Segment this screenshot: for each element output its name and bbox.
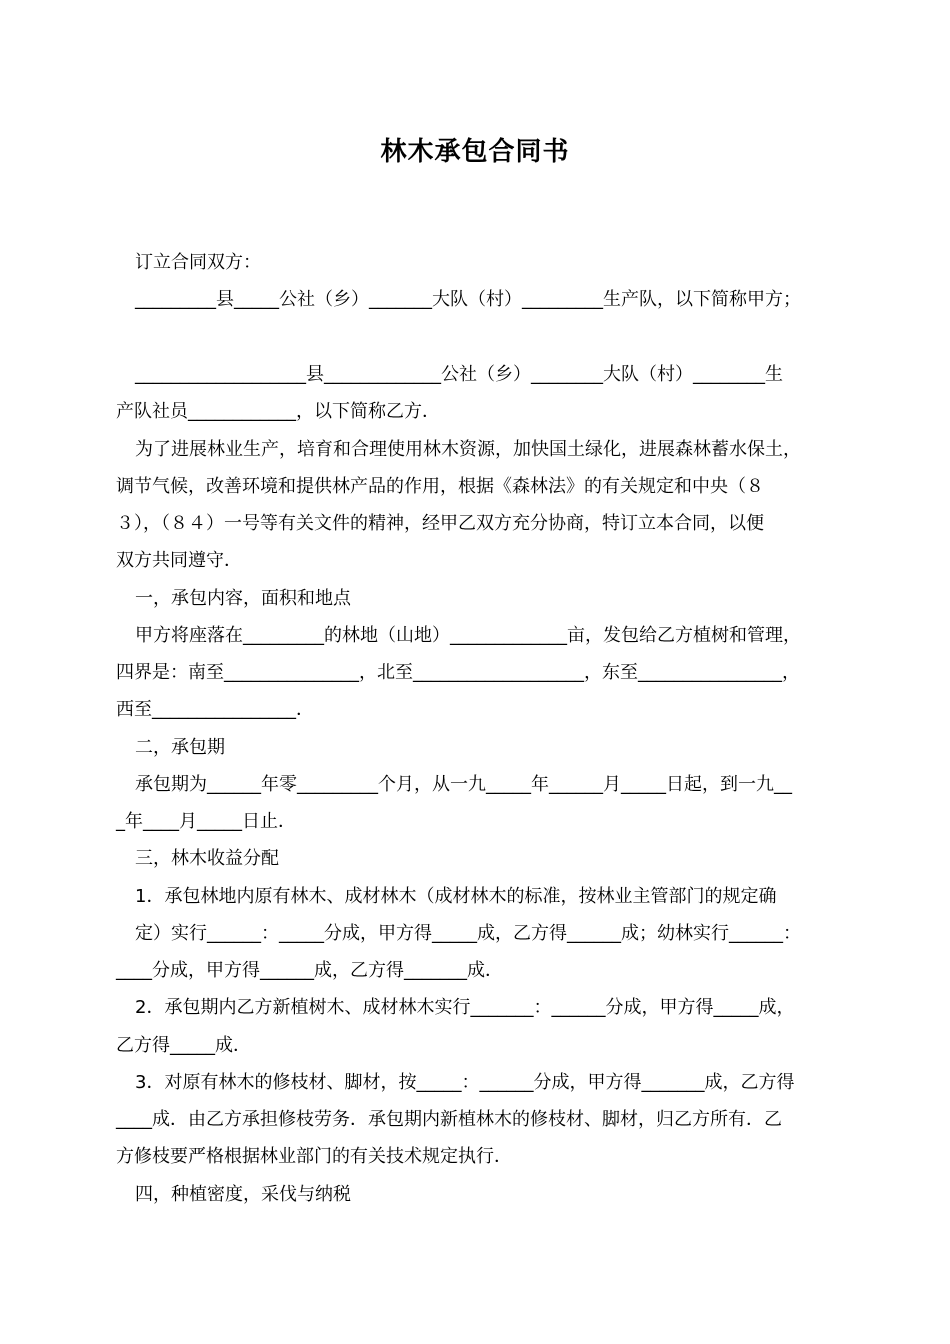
text-line: _________县_____公社（乡）_______大队（村）_________生产队，以下简称甲方； [135, 289, 801, 310]
text-line: 方修枝要严格根据林业部门的有关技术规定执行． [116, 1146, 512, 1167]
text-line: 调节气候，改善环境和提供林产品的作用，根据《森林法》的有关规定和中央（８ [116, 476, 764, 497]
text-line: 1．承包林地内原有林木、成材林木（成材林木的标准，按林业主管部门的规定确 [135, 886, 777, 907]
text-line: 承包期为______年零_________个月，从一九_____年______月_____日起，到一九__ [135, 774, 792, 795]
text-line: 西至________________． [116, 699, 314, 720]
section-heading: 二，承包期 [135, 737, 225, 758]
text-line: 订立合同双方： [135, 252, 261, 273]
text-line: 为了进展林业生产，培育和合理使用林木资源，加快国土绿化，进展森林蓄水保土， [135, 439, 801, 460]
text-line: 产队社员____________，以下简称乙方． [116, 401, 440, 422]
text-line: ３），（８４）一号等有关文件的精神，经甲乙双方充分协商，特订立本合同，以便 [116, 513, 764, 534]
section-heading: 一，承包内容，面积和地点 [135, 588, 351, 609]
text-line: 四界是：南至_______________，北至___________________，东至________________， [116, 662, 800, 683]
text-line: _年____月_____日止． [116, 811, 296, 832]
text-line: ___________________县_____________公社（乡）________大队（村）________生 [135, 364, 783, 385]
text-line: 定）实行______：_____分成，甲方得_____成，乙方得______成；幼林实行______： [135, 923, 801, 944]
text-line: ____分成，甲方得______成，乙方得_______成． [116, 960, 503, 981]
text-line: 3．对原有林木的修枝材、脚材，按_____：______分成，甲方得_______成，乙方得 [135, 1072, 795, 1093]
text-line: 甲方将座落在_________的林地（山地）_____________亩，发包给乙方植树和管理， [135, 625, 801, 646]
section-heading: 四，种植密度，采伐与纳税 [135, 1184, 351, 1205]
text-line: 双方共同遵守． [116, 550, 242, 571]
section-heading: 三，林木收益分配 [135, 848, 279, 869]
document-title: 林木承包合同书 [380, 137, 570, 167]
text-line: 2．承包期内乙方新植树木、成材林木实行_______：______分成，甲方得_____成， [135, 997, 795, 1018]
text-line: ____成．由乙方承担修枝劳务．承包期内新植林木的修枝材、脚材，归乙方所有．乙 [116, 1109, 782, 1130]
text-line: 乙方得_____成． [116, 1035, 251, 1056]
